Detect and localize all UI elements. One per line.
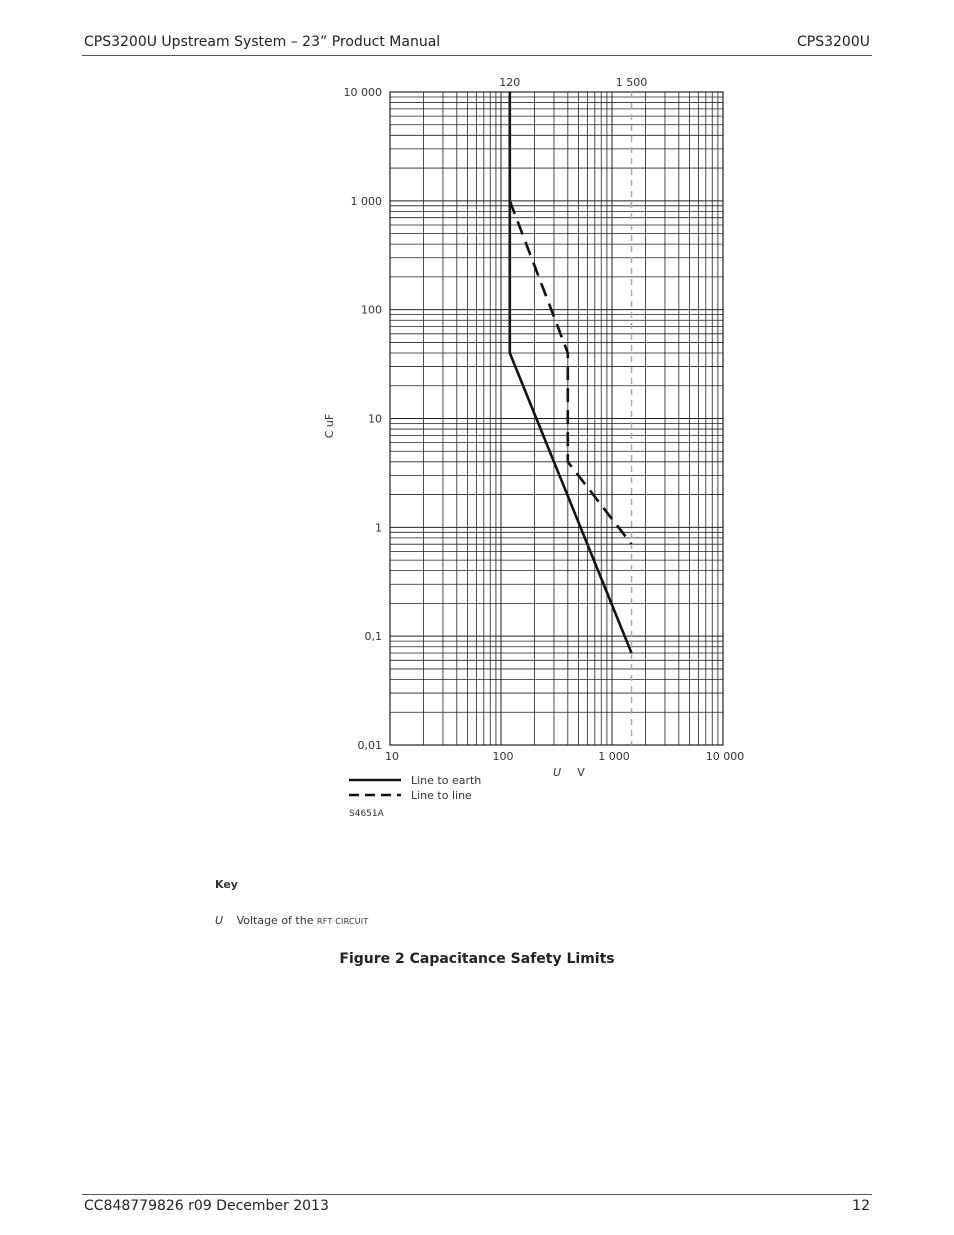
y-tick-label: 10 bbox=[368, 412, 382, 426]
y-tick-label: 100 bbox=[361, 303, 382, 317]
y-tick-label: 0,1 bbox=[364, 630, 382, 644]
x-tick-label: 100 bbox=[492, 750, 514, 763]
footer-doc-id: CC848779826 r09 December 2013 bbox=[84, 1198, 329, 1214]
y-tick-label: 10 000 bbox=[343, 86, 382, 99]
legend-label: Line to earth bbox=[411, 774, 482, 787]
x-tick-label: 10 bbox=[385, 750, 399, 763]
top-annotation-label: 1 500 bbox=[615, 76, 648, 89]
x-tick-label: 10 000 bbox=[705, 750, 745, 763]
x-axis-symbol: U bbox=[552, 766, 562, 779]
y-axis-label: C uF bbox=[323, 413, 336, 439]
figure-caption: Figure 2 Capacitance Safety Limits bbox=[339, 951, 615, 967]
legend-label: Line to line bbox=[411, 789, 472, 802]
header-title: CPS3200U Upstream System – 23” Product Manual bbox=[84, 34, 441, 50]
x-axis-unit: V bbox=[577, 766, 585, 779]
y-tick-label: 0,01 bbox=[357, 739, 382, 752]
header-product: CPS3200U bbox=[797, 34, 870, 50]
y-tick-label: 1 000 bbox=[350, 194, 382, 208]
key-symbol: U bbox=[215, 914, 224, 927]
top-annotation-label: 120 bbox=[499, 76, 521, 89]
series-line-to-line bbox=[510, 201, 632, 544]
series-line-to-earth bbox=[510, 92, 632, 653]
key-entry bbox=[215, 914, 368, 927]
footer-rule bbox=[82, 1194, 872, 1195]
x-tick-label: 1 000 bbox=[598, 750, 630, 763]
key-smallcaps: RFT CIRCUIT bbox=[316, 917, 369, 926]
figure-code: S4651A bbox=[349, 809, 384, 819]
page-number: 12 bbox=[852, 1198, 870, 1214]
y-tick-label: 1 bbox=[375, 521, 382, 535]
key-title: Key bbox=[215, 878, 238, 891]
key-text: Voltage of the bbox=[236, 914, 314, 927]
